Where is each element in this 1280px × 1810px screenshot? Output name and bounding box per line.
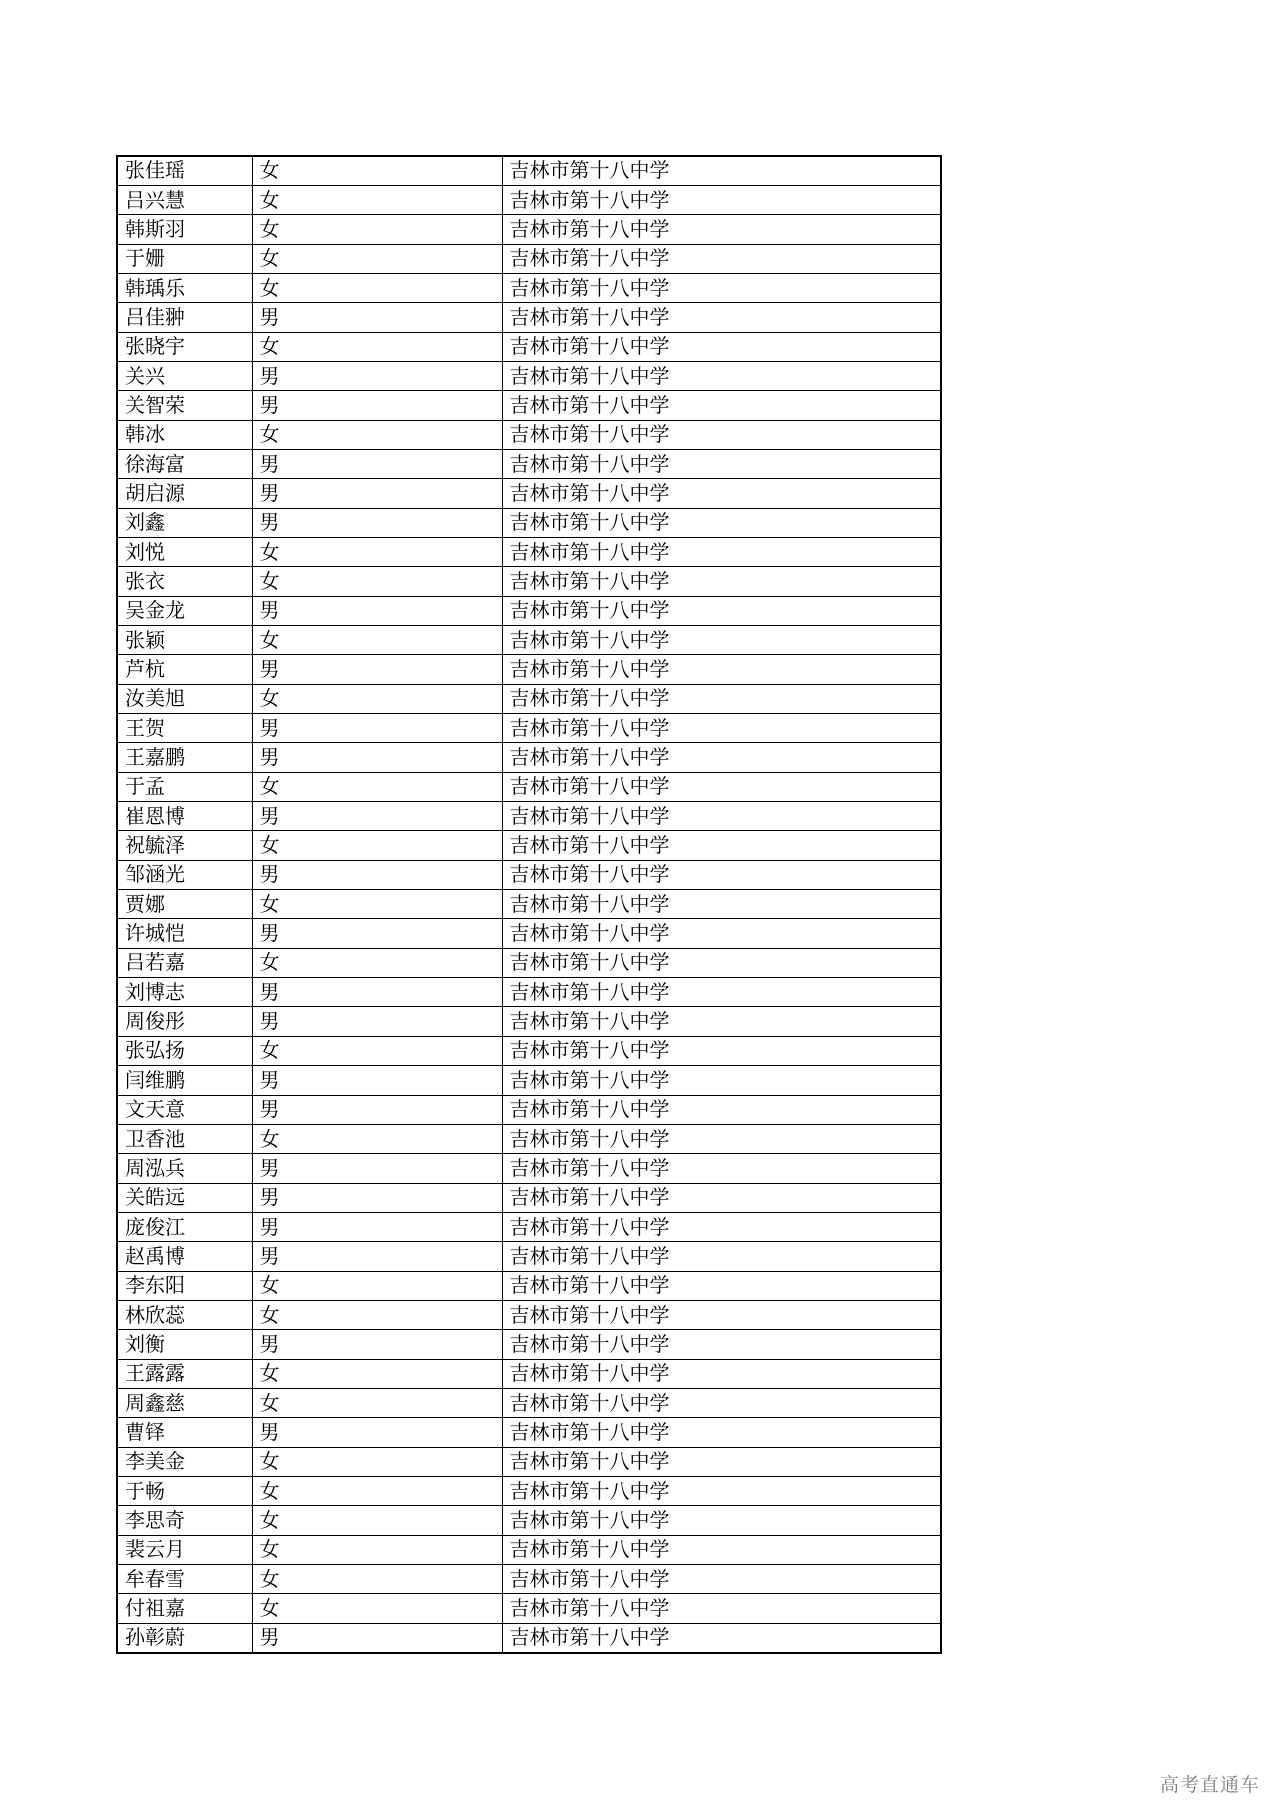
school-cell: 吉林市第十八中学 — [502, 1535, 941, 1564]
student-name-cell: 于姗 — [117, 244, 252, 273]
table-row — [117, 361, 941, 390]
school-cell: 吉林市第十八中学 — [502, 772, 941, 801]
student-name-cell: 徐海富 — [117, 449, 252, 478]
student-name-cell: 崔恩博 — [117, 802, 252, 831]
school-cell: 吉林市第十八中学 — [502, 714, 941, 743]
school-cell: 吉林市第十八中学 — [502, 1506, 941, 1535]
gender-cell: 男 — [252, 1212, 502, 1241]
student-name-cell: 周鑫慈 — [117, 1388, 252, 1417]
student-name-cell: 张衣 — [117, 567, 252, 596]
school-cell: 吉林市第十八中学 — [502, 215, 941, 244]
student-name-cell: 吕佳翀 — [117, 303, 252, 332]
gender-cell: 女 — [252, 420, 502, 449]
student-name-cell: 吴金龙 — [117, 596, 252, 625]
school-cell: 吉林市第十八中学 — [502, 449, 941, 478]
student-name-cell: 王露露 — [117, 1359, 252, 1388]
school-cell: 吉林市第十八中学 — [502, 1418, 941, 1447]
table-row — [117, 1095, 941, 1124]
table-row — [117, 1447, 941, 1476]
school-cell: 吉林市第十八中学 — [502, 391, 941, 420]
table-row — [117, 1476, 941, 1505]
school-cell: 吉林市第十八中学 — [502, 802, 941, 831]
school-cell: 吉林市第十八中学 — [502, 1066, 941, 1095]
student-name-cell: 张弘扬 — [117, 1036, 252, 1065]
table-row — [117, 332, 941, 361]
school-cell: 吉林市第十八中学 — [502, 684, 941, 713]
table-row — [117, 1594, 941, 1623]
student-name-cell: 胡启源 — [117, 479, 252, 508]
student-name-cell: 张晓宇 — [117, 332, 252, 361]
table-row — [117, 743, 941, 772]
gender-cell: 女 — [252, 1447, 502, 1476]
table-row — [117, 596, 941, 625]
table-row — [117, 714, 941, 743]
table-row — [117, 508, 941, 537]
student-name-cell: 于畅 — [117, 1476, 252, 1505]
school-cell: 吉林市第十八中学 — [502, 831, 941, 860]
school-cell: 吉林市第十八中学 — [502, 508, 941, 537]
school-cell: 吉林市第十八中学 — [502, 244, 941, 273]
table-row — [117, 831, 941, 860]
gender-cell: 女 — [252, 156, 502, 185]
student-name-cell: 汝美旭 — [117, 684, 252, 713]
student-name-cell: 王嘉鹏 — [117, 743, 252, 772]
table-row — [117, 1183, 941, 1212]
student-name-cell: 王贺 — [117, 714, 252, 743]
student-name-cell: 李美金 — [117, 1447, 252, 1476]
gender-cell: 女 — [252, 332, 502, 361]
table-row — [117, 1300, 941, 1329]
school-cell: 吉林市第十八中学 — [502, 1388, 941, 1417]
student-name-cell: 周俊彤 — [117, 1007, 252, 1036]
table-row — [117, 655, 941, 684]
table-row — [117, 1066, 941, 1095]
gender-cell: 男 — [252, 479, 502, 508]
table-row — [117, 1007, 941, 1036]
gender-cell: 女 — [252, 1565, 502, 1594]
table-row — [117, 479, 941, 508]
student-name-cell: 牟春雪 — [117, 1565, 252, 1594]
gender-cell: 男 — [252, 1066, 502, 1095]
gender-cell: 男 — [252, 1007, 502, 1036]
student-name-cell: 许城恺 — [117, 919, 252, 948]
student-name-cell: 邹涵光 — [117, 860, 252, 889]
school-cell: 吉林市第十八中学 — [502, 1359, 941, 1388]
gender-cell: 男 — [252, 1330, 502, 1359]
student-name-cell: 刘悦 — [117, 537, 252, 566]
gender-cell: 男 — [252, 714, 502, 743]
table-row — [117, 537, 941, 566]
school-cell: 吉林市第十八中学 — [502, 1183, 941, 1212]
school-cell: 吉林市第十八中学 — [502, 420, 941, 449]
table-row — [117, 890, 941, 919]
school-cell: 吉林市第十八中学 — [502, 978, 941, 1007]
gender-cell: 男 — [252, 743, 502, 772]
student-name-cell: 赵禹博 — [117, 1242, 252, 1271]
gender-cell: 女 — [252, 244, 502, 273]
student-name-cell: 庞俊江 — [117, 1212, 252, 1241]
student-name-cell: 吕若嘉 — [117, 948, 252, 977]
gender-cell: 女 — [252, 1300, 502, 1329]
school-cell: 吉林市第十八中学 — [502, 303, 941, 332]
student-name-cell: 李东阳 — [117, 1271, 252, 1300]
table-row — [117, 567, 941, 596]
gender-cell: 女 — [252, 684, 502, 713]
gender-cell: 女 — [252, 948, 502, 977]
school-cell: 吉林市第十八中学 — [502, 860, 941, 889]
gender-cell: 男 — [252, 361, 502, 390]
school-cell: 吉林市第十八中学 — [502, 1330, 941, 1359]
table-row — [117, 1330, 941, 1359]
gender-cell: 男 — [252, 1095, 502, 1124]
student-name-cell: 周泓兵 — [117, 1154, 252, 1183]
gender-cell: 男 — [252, 596, 502, 625]
student-name-cell: 裴云月 — [117, 1535, 252, 1564]
table-row — [117, 1212, 941, 1241]
table-row — [117, 273, 941, 302]
student-name-cell: 关智荣 — [117, 391, 252, 420]
school-cell: 吉林市第十八中学 — [502, 1300, 941, 1329]
school-cell: 吉林市第十八中学 — [502, 1447, 941, 1476]
table-row — [117, 1506, 941, 1535]
table-row — [117, 1388, 941, 1417]
gender-cell: 男 — [252, 1418, 502, 1447]
school-cell: 吉林市第十八中学 — [502, 332, 941, 361]
student-name-cell: 刘博志 — [117, 978, 252, 1007]
gender-cell: 女 — [252, 185, 502, 214]
table-row — [117, 391, 941, 420]
gender-cell: 女 — [252, 1036, 502, 1065]
school-cell: 吉林市第十八中学 — [502, 1476, 941, 1505]
table-row — [117, 1242, 941, 1271]
school-cell: 吉林市第十八中学 — [502, 156, 941, 185]
school-cell: 吉林市第十八中学 — [502, 537, 941, 566]
school-cell: 吉林市第十八中学 — [502, 185, 941, 214]
gender-cell: 女 — [252, 537, 502, 566]
student-name-cell: 于孟 — [117, 772, 252, 801]
gender-cell: 男 — [252, 978, 502, 1007]
student-name-cell: 刘衡 — [117, 1330, 252, 1359]
student-name-cell: 关兴 — [117, 361, 252, 390]
gender-cell: 男 — [252, 391, 502, 420]
table-row — [117, 1535, 941, 1564]
student-roster-table — [116, 155, 942, 1654]
student-name-cell: 祝毓泽 — [117, 831, 252, 860]
student-name-cell: 卫香池 — [117, 1124, 252, 1153]
student-name-cell: 韩斯羽 — [117, 215, 252, 244]
table-row — [117, 1359, 941, 1388]
gender-cell: 女 — [252, 1535, 502, 1564]
gender-cell: 女 — [252, 273, 502, 302]
table-row — [117, 626, 941, 655]
gender-cell: 男 — [252, 449, 502, 478]
school-cell: 吉林市第十八中学 — [502, 1007, 941, 1036]
student-name-cell: 吕兴慧 — [117, 185, 252, 214]
student-name-cell: 李思奇 — [117, 1506, 252, 1535]
gender-cell: 男 — [252, 303, 502, 332]
gender-cell: 女 — [252, 772, 502, 801]
table-row — [117, 919, 941, 948]
table-row — [117, 185, 941, 214]
student-name-cell: 韩冰 — [117, 420, 252, 449]
gender-cell: 女 — [252, 1594, 502, 1623]
student-name-cell: 闫维鹏 — [117, 1066, 252, 1095]
table-row — [117, 1036, 941, 1065]
student-name-cell: 林欣蕊 — [117, 1300, 252, 1329]
gender-cell: 女 — [252, 215, 502, 244]
table-row — [117, 156, 941, 185]
gender-cell: 男 — [252, 1623, 502, 1652]
gender-cell: 男 — [252, 1242, 502, 1271]
table-row — [117, 860, 941, 889]
student-name-cell: 刘鑫 — [117, 508, 252, 537]
school-cell: 吉林市第十八中学 — [502, 948, 941, 977]
footer-watermark: 高考直通车 — [1159, 1774, 1260, 1796]
school-cell: 吉林市第十八中学 — [502, 361, 941, 390]
table-row — [117, 978, 941, 1007]
school-cell: 吉林市第十八中学 — [502, 1154, 941, 1183]
student-name-cell: 张佳瑶 — [117, 156, 252, 185]
school-cell: 吉林市第十八中学 — [502, 1095, 941, 1124]
table-row — [117, 303, 941, 332]
school-cell: 吉林市第十八中学 — [502, 273, 941, 302]
student-name-cell: 贾娜 — [117, 890, 252, 919]
student-name-cell: 张颖 — [117, 626, 252, 655]
student-name-cell: 孙彰蔚 — [117, 1623, 252, 1652]
gender-cell: 男 — [252, 802, 502, 831]
gender-cell: 男 — [252, 508, 502, 537]
table-row — [117, 1154, 941, 1183]
gender-cell: 女 — [252, 1506, 502, 1535]
school-cell: 吉林市第十八中学 — [502, 1271, 941, 1300]
student-name-cell: 文天意 — [117, 1095, 252, 1124]
table-row — [117, 244, 941, 273]
school-cell: 吉林市第十八中学 — [502, 1242, 941, 1271]
gender-cell: 女 — [252, 1388, 502, 1417]
student-roster-body — [117, 156, 941, 1653]
table-row — [117, 948, 941, 977]
school-cell: 吉林市第十八中学 — [502, 743, 941, 772]
school-cell: 吉林市第十八中学 — [502, 1124, 941, 1153]
table-row — [117, 449, 941, 478]
table-row — [117, 1418, 941, 1447]
table-row — [117, 1565, 941, 1594]
gender-cell: 女 — [252, 890, 502, 919]
gender-cell: 男 — [252, 1183, 502, 1212]
gender-cell: 女 — [252, 831, 502, 860]
school-cell: 吉林市第十八中学 — [502, 1623, 941, 1652]
school-cell: 吉林市第十八中学 — [502, 626, 941, 655]
school-cell: 吉林市第十八中学 — [502, 1565, 941, 1594]
school-cell: 吉林市第十八中学 — [502, 655, 941, 684]
gender-cell: 女 — [252, 1124, 502, 1153]
gender-cell: 女 — [252, 1271, 502, 1300]
gender-cell: 女 — [252, 626, 502, 655]
gender-cell: 男 — [252, 860, 502, 889]
gender-cell: 女 — [252, 1359, 502, 1388]
gender-cell: 男 — [252, 1154, 502, 1183]
school-cell: 吉林市第十八中学 — [502, 1212, 941, 1241]
school-cell: 吉林市第十八中学 — [502, 890, 941, 919]
table-row — [117, 420, 941, 449]
gender-cell: 男 — [252, 919, 502, 948]
table-row — [117, 1271, 941, 1300]
school-cell: 吉林市第十八中学 — [502, 567, 941, 596]
table-row — [117, 772, 941, 801]
student-name-cell: 曹铎 — [117, 1418, 252, 1447]
school-cell: 吉林市第十八中学 — [502, 1594, 941, 1623]
school-cell: 吉林市第十八中学 — [502, 479, 941, 508]
gender-cell: 女 — [252, 1476, 502, 1505]
student-name-cell: 芦杭 — [117, 655, 252, 684]
gender-cell: 女 — [252, 567, 502, 596]
table-row — [117, 684, 941, 713]
school-cell: 吉林市第十八中学 — [502, 596, 941, 625]
school-cell: 吉林市第十八中学 — [502, 919, 941, 948]
school-cell: 吉林市第十八中学 — [502, 1036, 941, 1065]
table-row — [117, 802, 941, 831]
student-name-cell: 付祖嘉 — [117, 1594, 252, 1623]
gender-cell: 男 — [252, 655, 502, 684]
table-row — [117, 215, 941, 244]
table-row — [117, 1124, 941, 1153]
student-name-cell: 关皓远 — [117, 1183, 252, 1212]
student-name-cell: 韩瑀乐 — [117, 273, 252, 302]
table-row — [117, 1623, 941, 1652]
